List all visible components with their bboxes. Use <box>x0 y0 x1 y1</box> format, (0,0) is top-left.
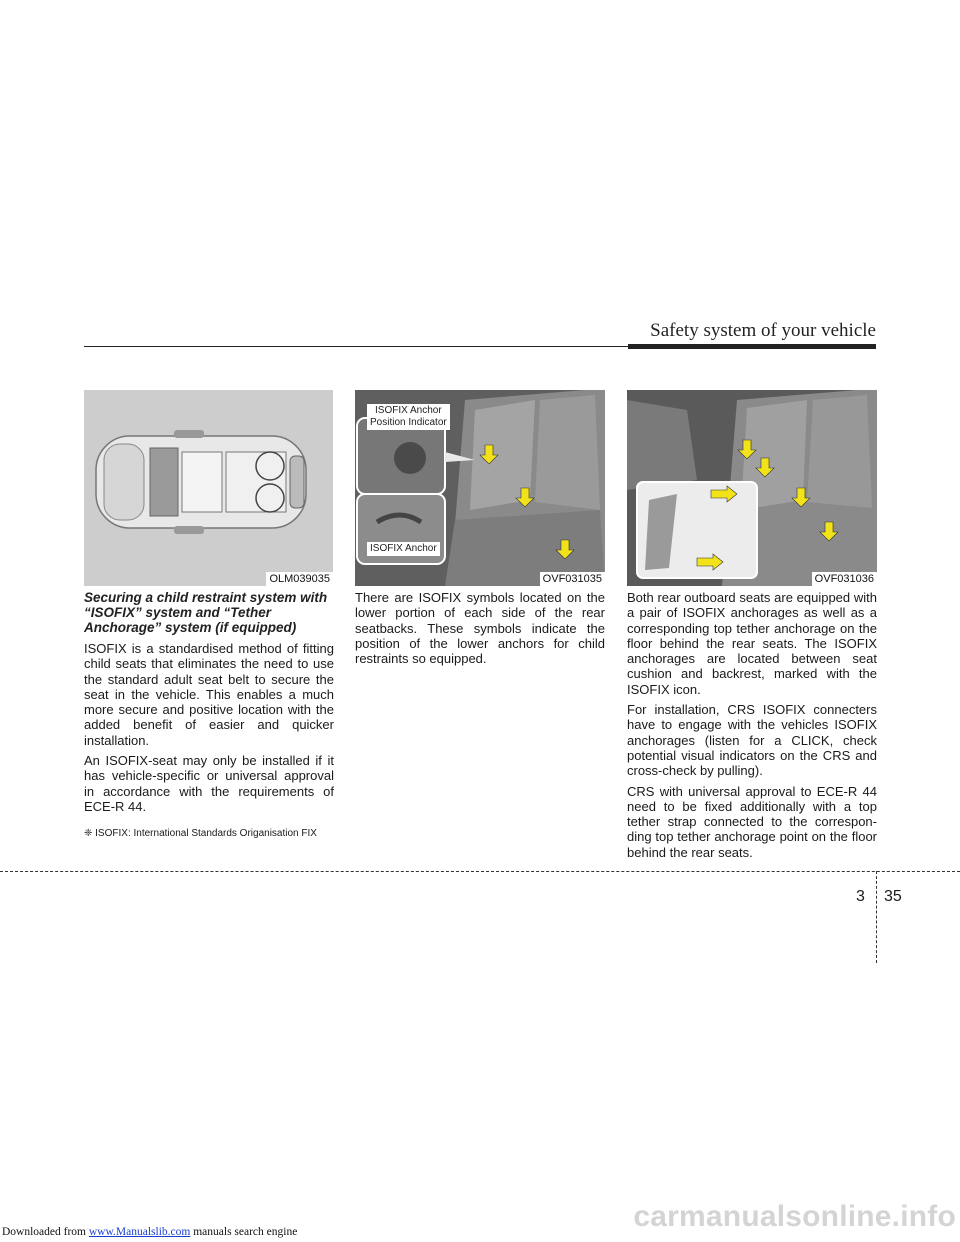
section-title: Safety system of your vehicle <box>650 320 876 341</box>
paragraph: An ISOFIX-seat may only be installed if it has vehicle-specific or universal approval in accordance with the requirements of ECE-R 44. <box>84 753 334 814</box>
download-suffix: manuals search engine <box>190 1226 298 1238</box>
download-prefix: Downloaded from <box>2 1226 89 1238</box>
paragraph: Both rear outboard seats are equipped with a pair of ISOFIX anchorages as well as a corresponding top tether anchorage on the floor behind the rear seats. The ISOFIX anchorages are located between seat cushion and backrest, marked with the ISOFIX icon. <box>627 590 877 697</box>
callout-isofix-anchor: ISOFIX Anchor <box>367 542 440 556</box>
page-number: 35 <box>884 888 902 905</box>
figure-code: OVF031035 <box>540 572 605 586</box>
figure-isofix-anchorages <box>627 390 877 586</box>
column-1 <box>84 590 334 842</box>
column-2 <box>355 590 605 671</box>
figure-code: OLM039035 <box>266 572 333 586</box>
footnote: ❈ ISOFIX: International Standards Origanisation FIX <box>84 828 317 840</box>
chapter-number: 3 <box>856 888 865 905</box>
paragraph: CRS with universal approval to ECE-R 44 need to be fixed additionally with a top tether strap connected to the correspon-ding top tether anchorage point on the floor behind the rear seats. <box>627 783 877 860</box>
watermark: carmanualsonline.info <box>633 1200 956 1233</box>
download-banner <box>2 1226 297 1238</box>
callout-isofix-indicator: ISOFIX Anchor Position Indicator <box>367 404 450 430</box>
header-rule-thick <box>628 344 876 349</box>
anchorage-image <box>627 390 877 586</box>
footer-dashed-divider <box>876 871 877 963</box>
section-heading: Securing a child restraint system with “ISOFIX” system and “Tether Anchorage” system (if equipped) <box>84 590 328 635</box>
paragraph: There are ISOFIX symbols located on the lower portion of each side of the rear seatbacks. These symbols indicate the position of the lower anchors for child restraints so equipped. <box>355 590 605 667</box>
footer-dashed-rule <box>0 871 960 872</box>
figure-isofix-indicator <box>355 390 605 586</box>
vehicle-top-view-image <box>84 390 333 586</box>
manualslib-link[interactable]: www.Manualslib.com <box>88 1226 191 1238</box>
paragraph: ISOFIX is a standardised method of fitting child seats that eliminates the need to use the standard adult seat belt to secure the seat in the vehicle. This enables a much more secure and positive location with the added benefit of easier and quicker installation. <box>84 641 334 748</box>
figure-vehicle-top-view <box>84 390 333 586</box>
column-3 <box>627 590 877 865</box>
figure-code: OVF031036 <box>812 572 877 586</box>
paragraph: For installation, CRS ISOFIX connecters have to engage with the vehicles ISOFIX anchorages (listen for a CLICK, check potential visual indicators on the CRS and cross-check by pulling). <box>627 702 877 779</box>
